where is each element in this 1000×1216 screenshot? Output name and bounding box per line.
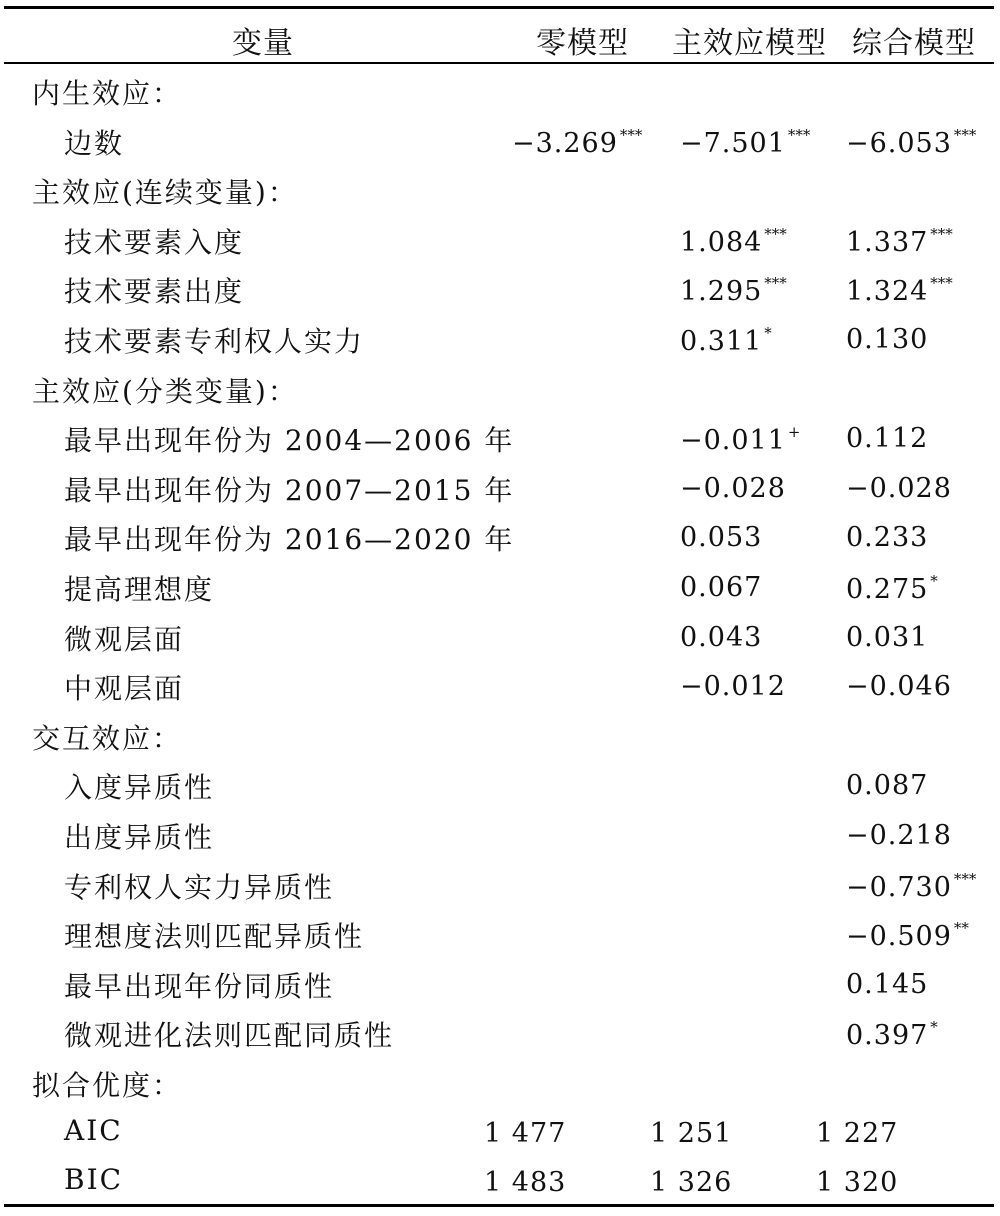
- coefficient-value: −0.509: [846, 921, 952, 953]
- table-row: [0, 862, 1000, 912]
- coefficient-value: 0.053: [680, 522, 763, 554]
- significance-marker: *: [930, 1018, 938, 1037]
- table-row: [0, 911, 1000, 961]
- significance-marker: *: [930, 572, 938, 590]
- value-cell-model-2: [680, 274, 787, 307]
- coefficient-value: 1.084: [680, 226, 763, 258]
- value-cell-model-2: [680, 572, 762, 603]
- value-cell-model-2: [680, 126, 810, 159]
- coefficient-value: 1 326: [650, 1167, 733, 1199]
- coefficient-value: 1 227: [816, 1117, 899, 1149]
- value-cell-model-2: [680, 324, 772, 357]
- value-cell-model-2: [680, 671, 786, 702]
- header-full-model: 综合模型: [852, 26, 976, 61]
- table-row: [0, 762, 1000, 812]
- table-row: [0, 217, 1000, 267]
- value-cell-model-3: [846, 770, 928, 801]
- significance-marker: ***: [953, 869, 977, 888]
- value-cell-model-2: [680, 522, 762, 553]
- coefficient-value: 0.311: [680, 326, 763, 357]
- table-row: [0, 1159, 1000, 1209]
- table-row: [0, 316, 1000, 366]
- value-cell-model-2: [680, 622, 762, 653]
- section-label: 主效应(分类变量)：: [32, 374, 298, 408]
- table-row: [0, 961, 1000, 1011]
- table-row: [0, 1010, 1000, 1060]
- significance-marker: ***: [930, 224, 953, 243]
- significance-marker: ***: [619, 125, 643, 144]
- coefficient-value: 0.087: [846, 770, 929, 802]
- value-cell-model-3: [846, 870, 976, 903]
- value-cell-model-3: [816, 1167, 898, 1198]
- value-cell-model-2: [650, 1167, 732, 1198]
- header-main-effect-model: 主效应模型: [672, 26, 827, 61]
- table-header: [0, 12, 1000, 60]
- section-label: 拟合优度：: [32, 1069, 183, 1102]
- value-cell-model-3: [846, 622, 928, 653]
- table-row: [0, 415, 1000, 465]
- coefficient-value: 1.337: [846, 226, 929, 258]
- row-label: 提高理想度: [64, 573, 215, 606]
- value-cell-model-2: [680, 423, 801, 456]
- row-label: 最早出现年份为 2007—2015 年: [64, 473, 515, 507]
- row-label: 入度异质性: [64, 771, 215, 805]
- significance-marker: ***: [930, 274, 953, 293]
- table-row: [0, 118, 1000, 168]
- row-label: 微观层面: [64, 622, 185, 656]
- coefficient-value: 0.233: [846, 522, 929, 554]
- value-cell-model-2: [680, 473, 786, 504]
- coefficient-value: −0.012: [680, 671, 786, 703]
- coefficient-value: −0.218: [846, 820, 952, 851]
- row-label: 中观层面: [64, 672, 185, 706]
- table-header-rule: [4, 62, 994, 64]
- value-cell-model-3: [846, 1018, 938, 1051]
- coefficient-value: 0.145: [846, 968, 929, 1000]
- coefficient-value: 1 251: [650, 1117, 733, 1149]
- section-row: [0, 1060, 1000, 1110]
- table-bottom-rule: [4, 1204, 994, 1207]
- row-label: 最早出现年份为 2004—2006 年: [64, 424, 515, 458]
- value-cell-model-3: [846, 225, 953, 258]
- section-row: [0, 68, 1000, 118]
- row-label: 微观进化法则匹配同质性: [64, 1019, 395, 1053]
- value-cell-model-3: [846, 126, 976, 159]
- significance-marker: +: [787, 423, 801, 442]
- coefficient-value: −0.028: [846, 472, 952, 504]
- coefficient-value: 0.275: [846, 574, 929, 605]
- value-cell-model-1: [512, 126, 642, 159]
- section-label: 主效应(连续变量)：: [32, 176, 298, 210]
- table-row: [0, 266, 1000, 316]
- value-cell-model-1: [484, 1167, 566, 1198]
- table-row: [0, 614, 1000, 664]
- coefficient-value: −7.501: [680, 127, 786, 159]
- coefficient-value: 0.031: [846, 621, 929, 653]
- significance-marker: *: [764, 324, 772, 342]
- significance-marker: ***: [764, 224, 787, 243]
- coefficient-value: 1.295: [680, 276, 763, 308]
- row-label: 最早出现年份为 2016—2020 年: [64, 523, 515, 557]
- value-cell-model-2: [680, 225, 787, 258]
- table-row: [0, 465, 1000, 515]
- value-cell-model-3: [846, 423, 928, 454]
- value-cell-model-3: [846, 522, 928, 553]
- row-label: 技术要素专利权人实力: [64, 325, 365, 358]
- table-row: [0, 812, 1000, 862]
- coefficient-value: −0.011: [680, 425, 786, 457]
- section-row: [0, 366, 1000, 416]
- value-cell-model-3: [846, 274, 953, 307]
- value-cell-model-1: [484, 1118, 566, 1149]
- table-row: [0, 663, 1000, 713]
- row-label: 边数: [64, 126, 125, 160]
- row-label: 技术要素出度: [64, 275, 245, 309]
- row-label: 理想度法则匹配异质性: [64, 920, 365, 954]
- value-cell-model-3: [846, 969, 928, 1000]
- significance-marker: ***: [787, 125, 811, 144]
- row-label: AIC: [64, 1113, 123, 1147]
- coefficient-value: 1.324: [846, 276, 929, 308]
- value-cell-model-3: [846, 671, 952, 702]
- value-cell-model-3: [846, 473, 952, 504]
- coefficient-value: −0.730: [846, 871, 952, 903]
- coefficient-value: 0.397: [846, 1020, 929, 1052]
- row-label: BIC: [64, 1163, 124, 1197]
- header-null-model: 零模型: [536, 26, 629, 61]
- section-label: 内生效应：: [32, 77, 183, 110]
- coefficient-value: −6.053: [846, 127, 952, 159]
- significance-marker: **: [953, 919, 969, 938]
- coefficient-value: −0.046: [846, 671, 952, 703]
- value-cell-model-2: [650, 1118, 732, 1149]
- coefficient-value: 1 320: [816, 1167, 899, 1199]
- coefficient-value: 0.067: [680, 572, 763, 603]
- value-cell-model-3: [816, 1118, 898, 1149]
- value-cell-model-3: [846, 919, 969, 952]
- section-row: [0, 167, 1000, 217]
- row-label: 专利权人实力异质性: [64, 870, 335, 904]
- table-row: [0, 514, 1000, 564]
- coefficient-value: 0.112: [846, 423, 929, 455]
- table-top-rule: [4, 6, 994, 9]
- value-cell-model-3: [846, 820, 952, 851]
- row-label: 最早出现年份同质性: [64, 969, 335, 1003]
- coefficient-value: 1 477: [484, 1117, 567, 1149]
- table-row: [0, 1110, 1000, 1160]
- coefficient-value: 1 483: [484, 1167, 567, 1199]
- value-cell-model-3: [846, 572, 938, 605]
- section-label: 交互效应：: [32, 721, 183, 755]
- coefficient-value: 0.043: [680, 621, 763, 653]
- significance-marker: ***: [764, 274, 787, 293]
- header-variable: 变量: [232, 26, 294, 61]
- table-row: [0, 564, 1000, 614]
- row-label: 出度异质性: [64, 821, 215, 854]
- coefficient-value: 0.130: [846, 324, 929, 355]
- coefficient-value: −3.269: [512, 127, 618, 159]
- section-row: [0, 713, 1000, 763]
- significance-marker: ***: [953, 125, 977, 144]
- row-label: 技术要素入度: [64, 225, 245, 259]
- coefficient-value: −0.028: [680, 472, 786, 504]
- value-cell-model-3: [846, 324, 928, 355]
